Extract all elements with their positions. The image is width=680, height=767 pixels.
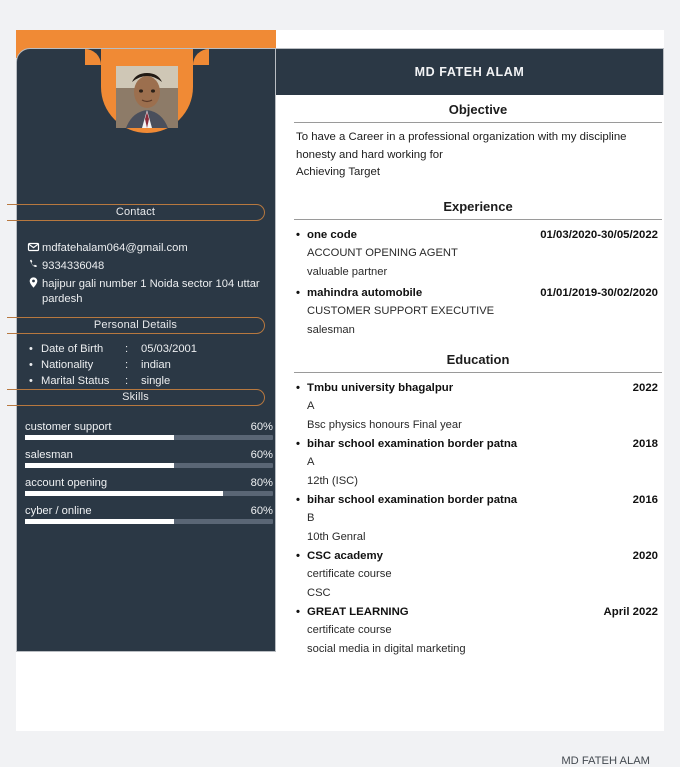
bullet-icon: • — [296, 381, 300, 394]
experience-item — [292, 284, 664, 342]
objective-line: Achieving Target — [296, 166, 381, 178]
experience-role: CUSTOMER SUPPORT EXECUTIVE — [307, 304, 495, 317]
education-date: 2018 — [632, 437, 658, 450]
education-institution: CSC academy — [307, 549, 383, 562]
experience-organization: one code — [307, 228, 358, 241]
skill-item — [25, 448, 273, 468]
personal-detail-value: single — [141, 375, 171, 387]
education-detail: 12th (ISC) — [307, 474, 358, 487]
section-divider — [294, 219, 662, 220]
footer-signature: MD FATEH ALAM — [561, 755, 650, 767]
skill-item — [25, 476, 273, 496]
skill-name: account opening — [25, 477, 108, 489]
bullet-icon: • — [296, 437, 300, 450]
personal-detail-label: Marital Status — [41, 375, 110, 387]
section-title-objective: Objective — [448, 102, 508, 117]
personal-detail-label: Date of Birth — [41, 343, 104, 355]
education-grade: A — [307, 399, 315, 412]
section-title-education: Education — [446, 351, 510, 367]
skill-progress-track — [25, 519, 273, 524]
candidate-name: MD FATEH ALAM — [414, 65, 525, 79]
personal-detail-value: indian — [141, 359, 171, 371]
bullet-icon: • — [29, 375, 33, 387]
education-date: April 2022 — [603, 605, 658, 618]
skill-progress-fill — [25, 491, 223, 496]
experience-item — [292, 226, 664, 284]
personal-detail-colon: : — [125, 343, 129, 355]
skill-progress-track — [25, 435, 273, 440]
location-pin-icon — [25, 277, 42, 293]
phone-icon — [25, 259, 42, 274]
bullet-icon: • — [29, 343, 33, 355]
sidebar-section-title: Personal Details — [93, 319, 178, 331]
personal-detail-colon: : — [125, 359, 129, 371]
contact-item-email[interactable] — [25, 241, 269, 256]
skill-progress-fill — [25, 519, 174, 524]
section-divider — [294, 122, 662, 123]
education-grade: B — [307, 511, 315, 524]
education-institution: bihar school examination border patna — [307, 493, 518, 506]
experience-organization: mahindra automobile — [307, 286, 423, 299]
skill-name: cyber / online — [25, 505, 92, 517]
contact-list — [25, 241, 269, 310]
skill-progress-track — [25, 491, 273, 496]
envelope-icon — [25, 241, 42, 256]
experience-role: ACCOUNT OPENING AGENT — [307, 246, 458, 259]
personal-detail-row — [29, 373, 271, 389]
experience-note: salesman — [307, 323, 355, 336]
main-content — [276, 30, 664, 767]
profile-photo-icon — [116, 66, 178, 128]
skill-percent-label: 80% — [250, 477, 273, 489]
personal-detail-label: Nationality — [41, 359, 94, 371]
bullet-icon: • — [296, 286, 300, 299]
education-detail: CSC — [307, 586, 331, 599]
experience-note: valuable partner — [307, 265, 388, 278]
education-detail: 10th Genral — [307, 530, 366, 543]
experience-date: 01/01/2019-30/02/2020 — [540, 286, 658, 299]
skill-item — [25, 420, 273, 440]
skill-percent-label: 60% — [250, 449, 273, 461]
bullet-icon: • — [296, 605, 300, 618]
objective-text — [292, 129, 664, 192]
resume-page — [16, 30, 664, 767]
education-item — [292, 603, 664, 659]
personal-detail-row — [29, 357, 271, 373]
contact-phone-text: 9334336048 — [42, 260, 105, 272]
bullet-icon: • — [296, 493, 300, 506]
skill-item — [25, 504, 273, 524]
section-divider — [294, 372, 662, 373]
education-date: 2020 — [632, 549, 658, 562]
education-grade: A — [307, 455, 315, 468]
education-institution: bihar school examination border patna — [307, 437, 518, 450]
sidebar-section-title: Skills — [122, 391, 149, 403]
skill-percent-label: 60% — [250, 505, 273, 517]
avatar — [116, 66, 178, 128]
skill-percent-label: 60% — [250, 421, 273, 433]
sidebar-section-skills-header — [7, 389, 265, 406]
contact-item-address[interactable] — [25, 277, 269, 307]
sidebar-section-contact-header — [7, 204, 265, 221]
sidebar-section-title: Contact — [115, 206, 156, 218]
education-grade: certificate course — [307, 567, 392, 580]
personal-detail-row — [29, 341, 271, 357]
personal-details-list — [29, 341, 271, 389]
bullet-icon: • — [29, 359, 33, 371]
bullet-icon: • — [296, 228, 300, 241]
personal-detail-colon: : — [125, 375, 129, 387]
content-panel — [292, 95, 664, 767]
education-date: 2016 — [632, 493, 658, 506]
education-institution: Tmbu university bhagalpur — [307, 381, 454, 394]
objective-line: To have a Career in a professional organization with my discipline — [296, 131, 627, 143]
contact-address-text: hajipur gali number 1 Noida sector 104 uttar pardesh — [42, 278, 260, 305]
sidebar-section-personal-header — [7, 317, 265, 334]
education-detail: Bsc physics honours Final year — [307, 418, 462, 431]
education-item — [292, 547, 664, 603]
skill-name: customer support — [25, 421, 112, 433]
bullet-icon: • — [296, 549, 300, 562]
skills-list — [25, 420, 273, 532]
contact-item-phone[interactable] — [25, 259, 269, 274]
skill-progress-track — [25, 463, 273, 468]
education-date: 2022 — [632, 381, 658, 394]
skill-progress-fill — [25, 463, 174, 468]
education-detail: social media in digital marketing — [307, 642, 466, 655]
contact-email-text: mdfatehalam064@gmail.com — [42, 242, 188, 254]
page-title — [276, 48, 664, 95]
skill-progress-fill — [25, 435, 174, 440]
education-institution: GREAT LEARNING — [307, 605, 409, 618]
experience-date: 01/03/2020-30/05/2022 — [540, 228, 658, 241]
education-grade: certificate course — [307, 623, 392, 636]
personal-detail-value: 05/03/2001 — [141, 343, 197, 355]
skill-name: salesman — [25, 449, 73, 461]
education-item — [292, 435, 664, 491]
education-item — [292, 379, 664, 435]
sidebar — [16, 48, 276, 652]
objective-line: honesty and hard working for — [296, 148, 443, 161]
education-item — [292, 491, 664, 547]
section-title-experience: Experience — [443, 198, 513, 214]
